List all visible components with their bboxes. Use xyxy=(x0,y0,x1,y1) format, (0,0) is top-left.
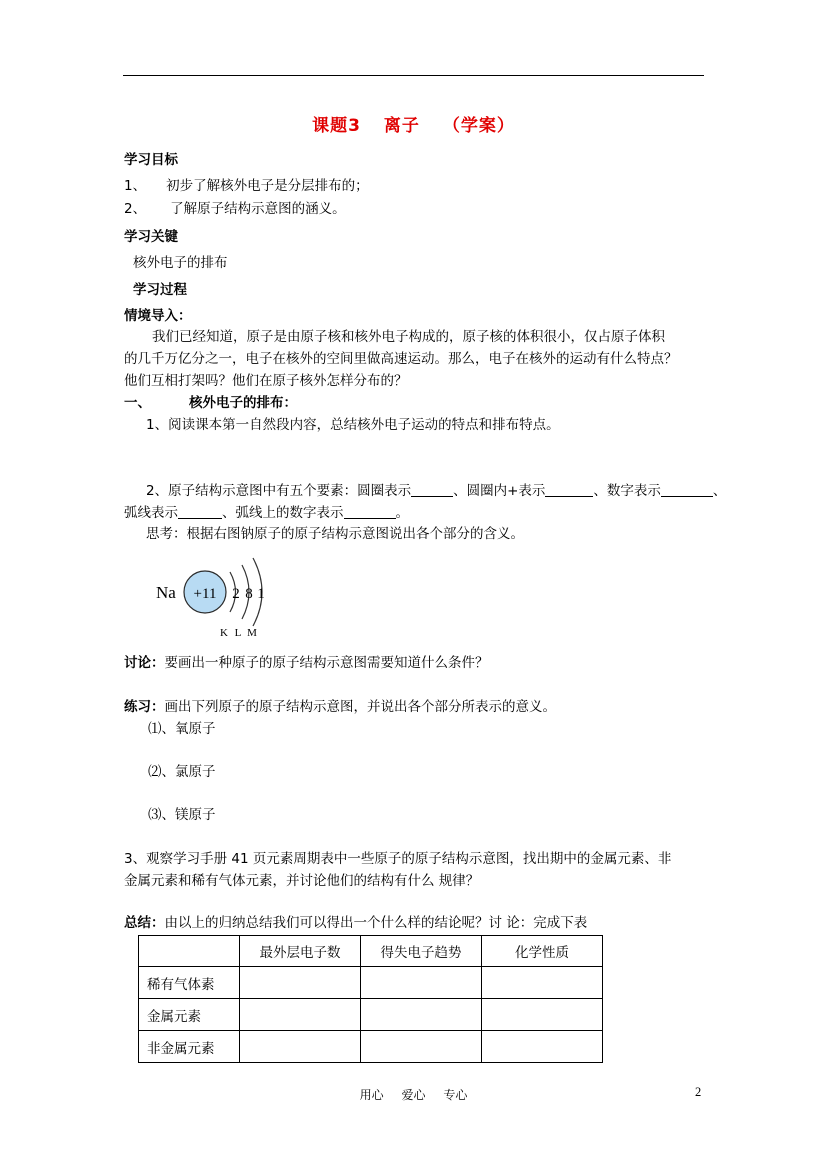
q2-part: 2、原子结构示意图中有五个要素：圆圈表示 xyxy=(146,483,412,499)
goal-text: 初步了解核外电子是分层排布的； xyxy=(166,178,369,194)
element-symbol: Na xyxy=(156,583,176,602)
table-cell[interactable] xyxy=(361,999,482,1031)
table-row xyxy=(139,967,603,999)
summary xyxy=(124,914,587,932)
title-name: 离子 xyxy=(383,116,420,136)
question-3-line-1: 3、观察学习手册 41 页元素周期表中一些原子的原子结构示意图，找出期中的金属元素、非 xyxy=(124,851,672,867)
page-number: 2 xyxy=(695,1085,702,1099)
question-2-line-2 xyxy=(124,504,409,522)
intro-line-2: 的几千万亿分之一，电子在核外的空间里做高速运动。那么，电子在核外的运动有什么特点？ xyxy=(124,351,678,367)
goal-num: 1、 xyxy=(124,178,147,194)
table-header-cell: 化学性质 xyxy=(482,936,603,967)
electron-count-l: 8 xyxy=(245,586,253,602)
page-title xyxy=(0,111,827,136)
q2-part: 、数字表示 xyxy=(593,483,661,499)
answer-blank[interactable] xyxy=(178,504,222,519)
table-cell[interactable] xyxy=(361,967,482,999)
shell-label-m: M xyxy=(247,627,257,639)
question-3-line-2: 金属元素和稀有气体元素，并讨论他们的结构有什么 规律？ xyxy=(124,873,480,889)
question-2-line-1 xyxy=(146,482,726,500)
row-label: 非金属元素 xyxy=(139,1031,240,1063)
footer-word: 专心 xyxy=(443,1088,468,1102)
table-row xyxy=(139,999,603,1031)
discussion-text: 要画出一种原子的原子结构示意图需要知道什么条件？ xyxy=(164,655,489,671)
electron-count-m: 1 xyxy=(257,586,265,602)
goals-heading: 学习目标 xyxy=(124,152,178,168)
process-heading: 学习过程 xyxy=(133,282,187,298)
table-header-cell xyxy=(139,936,240,967)
title-topic: 课题3 xyxy=(312,116,361,136)
discussion xyxy=(124,654,489,672)
practice xyxy=(124,698,556,716)
summary-table xyxy=(138,935,603,1063)
goal-item-1 xyxy=(124,177,369,195)
q2-part: 弧线表示 xyxy=(124,505,178,521)
summary-text: 由以上的归纳总结我们可以得出一个什么样的结论呢？讨 论：完成下表 xyxy=(164,915,588,931)
discussion-label: 讨论： xyxy=(124,655,165,671)
key-heading: 学习关键 xyxy=(124,229,178,245)
table-cell[interactable] xyxy=(240,1031,361,1063)
section-1-heading xyxy=(124,394,297,412)
practice-label: 练习： xyxy=(124,699,165,715)
answer-blank[interactable] xyxy=(545,482,593,497)
q2-part: 、弧线上的数字表示 xyxy=(222,505,344,521)
page-footer xyxy=(0,1086,827,1103)
sodium-atom-diagram xyxy=(150,555,280,645)
table-cell[interactable] xyxy=(361,1031,482,1063)
answer-blank[interactable] xyxy=(411,482,453,497)
table-cell[interactable] xyxy=(482,999,603,1031)
q2-part: 。 xyxy=(395,505,409,521)
practice-item-2: ⑵、氯原子 xyxy=(148,764,216,780)
table-cell[interactable] xyxy=(482,1031,603,1063)
shell-label-l: L xyxy=(234,627,242,639)
goal-text: 了解原子结构示意图的涵义。 xyxy=(170,201,346,217)
key-text: 核外电子的排布 xyxy=(133,255,228,271)
section-title: 核外电子的排布： xyxy=(189,395,297,411)
table-header-cell: 最外层电子数 xyxy=(240,936,361,967)
question-1: 1、阅读课本第一自然段内容，总结核外电子运动的特点和排布特点。 xyxy=(146,417,560,433)
goal-item-2 xyxy=(124,200,346,218)
table-cell[interactable] xyxy=(240,999,361,1031)
table-header-row xyxy=(139,936,603,967)
nucleus-charge: +11 xyxy=(193,586,217,602)
practice-item-3: ⑶、镁原子 xyxy=(148,807,216,823)
footer-word: 用心 xyxy=(359,1088,384,1102)
row-label: 稀有气体素 xyxy=(139,967,240,999)
intro-heading: 情境导入： xyxy=(124,308,192,324)
title-kind: （学案） xyxy=(442,116,515,136)
table-header-cell: 得失电子趋势 xyxy=(361,936,482,967)
table-cell[interactable] xyxy=(482,967,603,999)
table-cell[interactable] xyxy=(240,967,361,999)
q2-part: 、 xyxy=(712,483,727,499)
section-num: 一、 xyxy=(124,395,151,411)
goal-num: 2、 xyxy=(124,201,147,217)
practice-text: 画出下列原子的原子结构示意图，并说出各个部分所表示的意义。 xyxy=(164,699,556,715)
q2-part: 、圆圈内+表示 xyxy=(453,483,546,499)
summary-label: 总结： xyxy=(124,915,165,931)
answer-blank[interactable] xyxy=(661,482,713,497)
table-row xyxy=(139,1031,603,1063)
electron-count-k: 2 xyxy=(232,586,240,602)
intro-line-3: 他们互相打架吗？他们在原子核外怎样分布的？ xyxy=(124,373,408,389)
row-label: 金属元素 xyxy=(139,999,240,1031)
header-rule xyxy=(123,75,704,76)
practice-item-1: ⑴、氧原子 xyxy=(148,721,216,737)
footer-word: 爱心 xyxy=(401,1088,426,1102)
intro-line-1: 我们已经知道，原子是由原子核和核外电子构成的，原子核的体积很小，仅占原子体积 xyxy=(152,329,665,345)
think-prompt: 思考：根据右图钠原子的原子结构示意图说出各个部分的含义。 xyxy=(146,526,524,542)
answer-blank[interactable] xyxy=(344,504,396,519)
shell-label-k: K xyxy=(220,627,228,639)
